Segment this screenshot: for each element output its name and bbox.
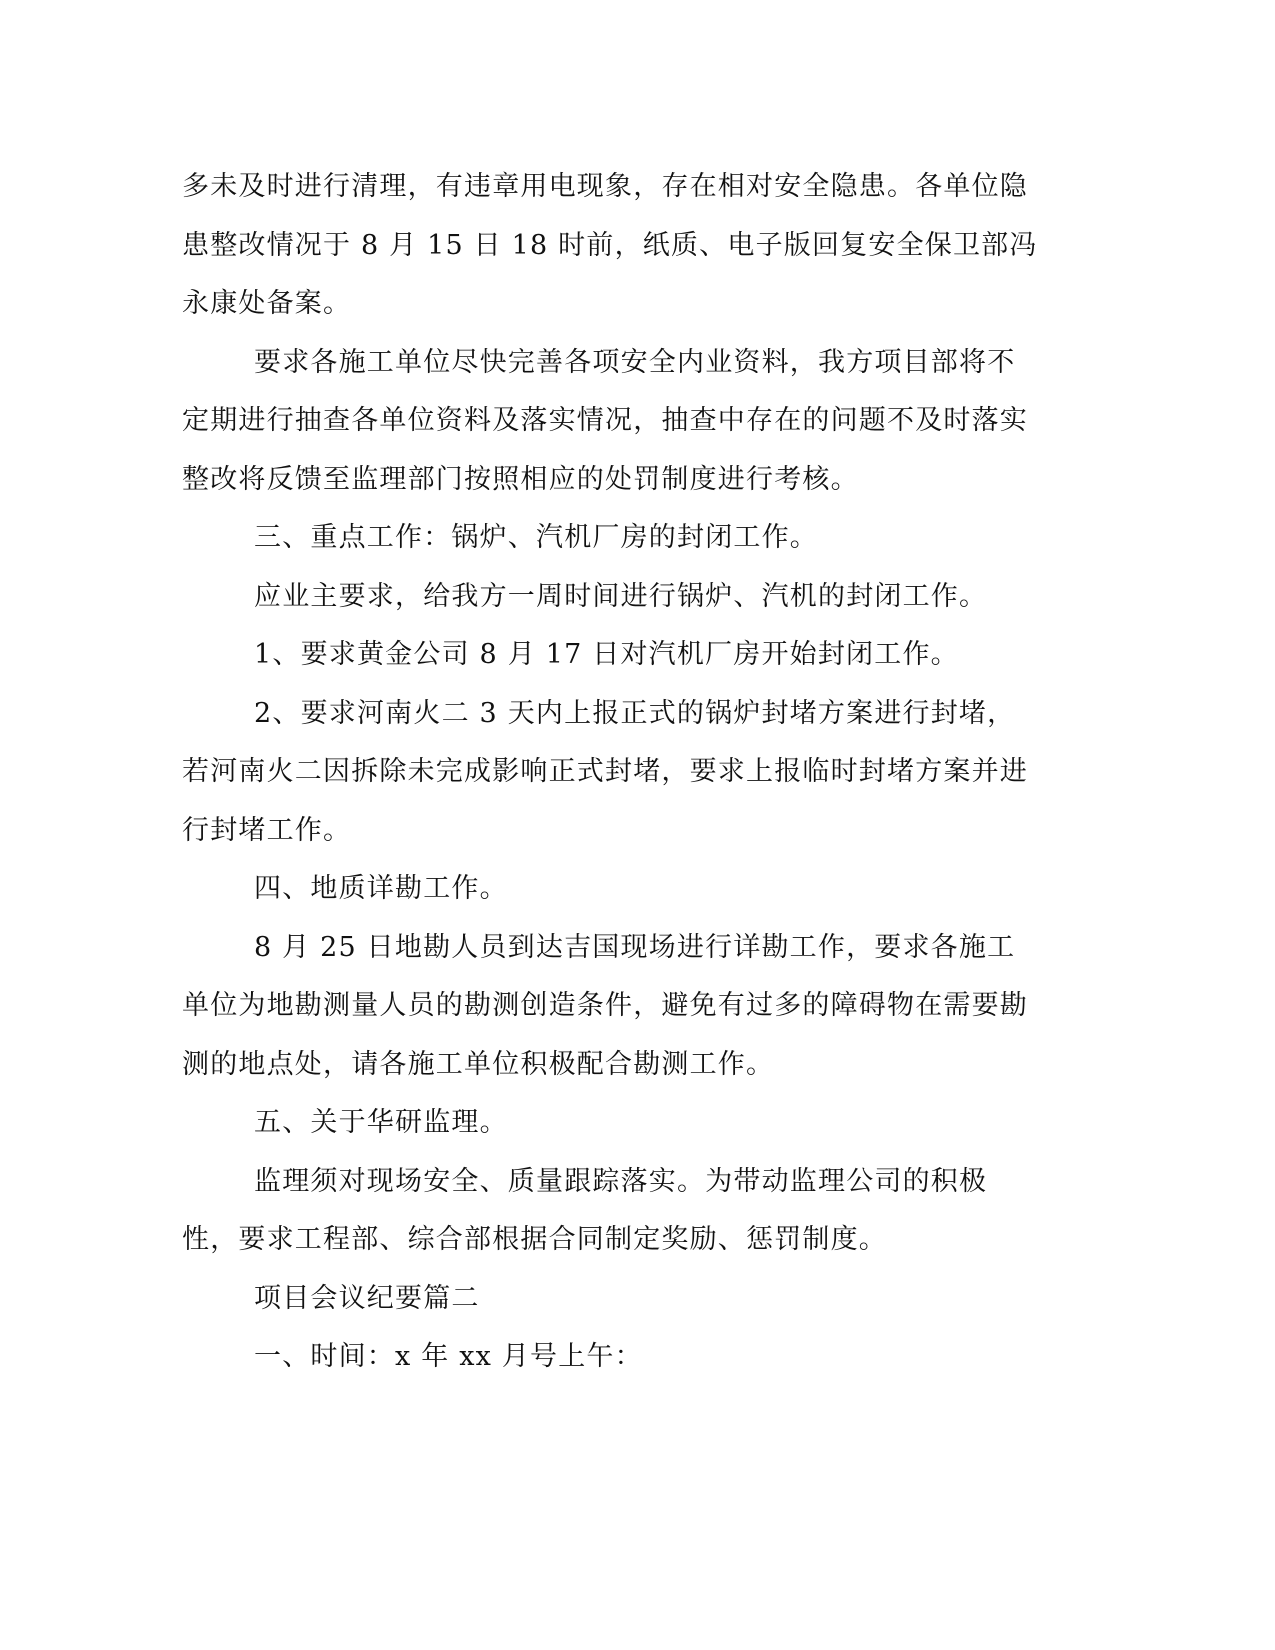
- paragraph-hazard-rectification: 多未及时进行清理，有违章用电现象，存在相对安全隐患。各单位隐患整改情况于 8 月 15 日 18 时前，纸质、电子版回复安全保卫部冯永康处备案。: [182, 171, 1038, 319]
- paragraph-geology-survey: 8 月 25 日地勘人员到达吉国现场进行详勘工作，要求各施工单位为地勘测量人员的勘测创造条件，避免有过多的障碍物在需要勘测的地点处，请各施工单位积极配合勘测工作。: [182, 931, 1028, 1080]
- paragraph-safety-documents: 要求各施工单位尽快完善各项安全内业资料，我方项目部将不定期进行抽查各单位资料及落实情况，抽查中存在的问题不及时落实整改将反馈至监理部门按照相应的处罚制度进行考核。: [182, 346, 1028, 495]
- section-heading-supervision: 五、关于华研监理。: [254, 1107, 508, 1138]
- paragraph-supervision: 监理须对现场安全、质量跟踪落实。为带动监理公司的积极性，要求工程部、综合部根据合同制定奖励、惩罚制度。: [182, 1165, 988, 1255]
- document-body: [182, 158, 1042, 1387]
- list-item-2: 2、要求河南火二 3 天内上报正式的锅炉封堵方案进行封堵，若河南火二因拆除未完成影响正式封堵，要求上报临时封堵方案并进行封堵工作。: [182, 697, 1028, 846]
- list-item-1: 1、要求黄金公司 8 月 17 日对汽机厂房开始封闭工作。: [254, 639, 959, 670]
- article-title-part-two: 项目会议纪要篇二: [254, 1282, 480, 1314]
- paragraph-meeting-time: 一、时间：x 年 xx 月号上午：: [254, 1341, 643, 1372]
- section-heading-geology: 四、地质详勘工作。: [254, 873, 508, 904]
- paragraph-owner-request: 应业主要求，给我方一周时间进行锅炉、汽机的封闭工作。: [254, 580, 988, 612]
- section-heading-key-work: 三、重点工作：锅炉、汽机厂房的封闭工作。: [254, 522, 818, 553]
